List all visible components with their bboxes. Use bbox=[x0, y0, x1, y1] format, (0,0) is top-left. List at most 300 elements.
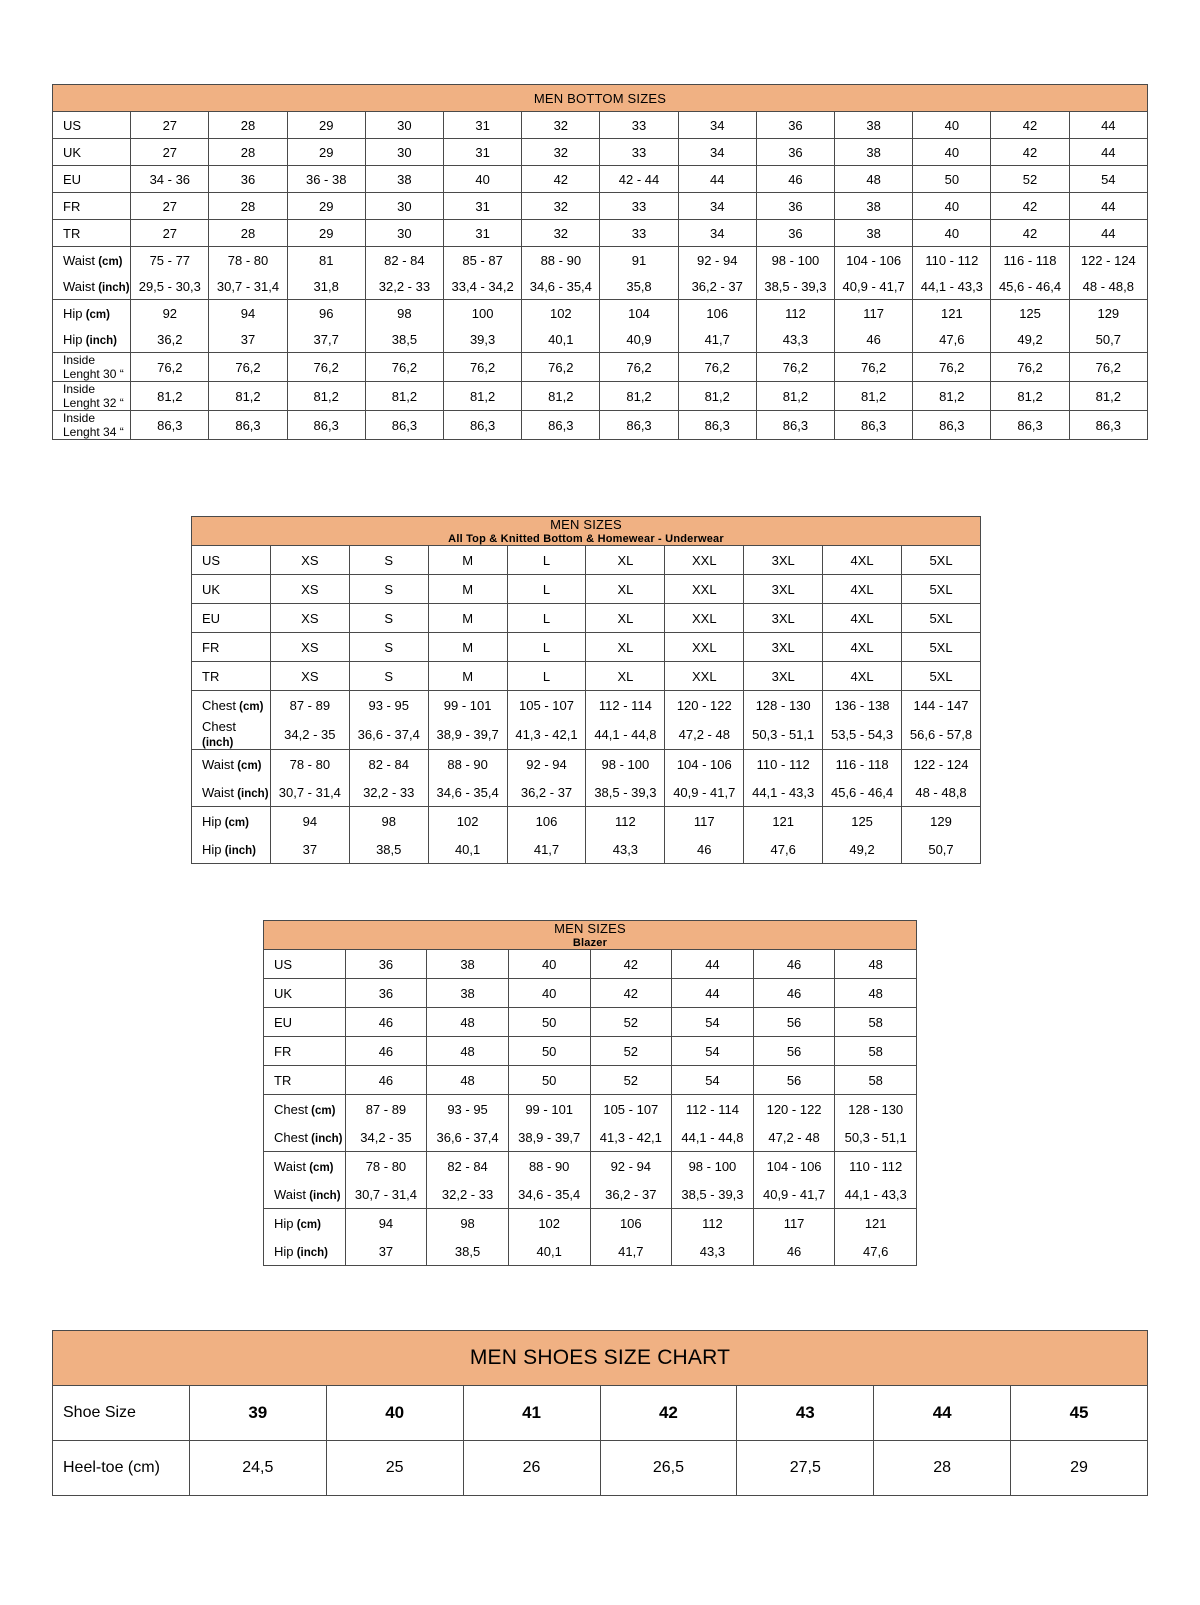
table-cell: 31 bbox=[444, 220, 522, 247]
table-cell: 27 bbox=[131, 112, 209, 139]
table-cell: 32 bbox=[522, 112, 600, 139]
table-cell: 104 bbox=[600, 300, 678, 327]
table-cell: 27 bbox=[131, 139, 209, 166]
table-cell: 98 - 100 bbox=[756, 247, 834, 274]
table-cell: 36 bbox=[756, 193, 834, 220]
table-cell: 129 bbox=[902, 807, 981, 836]
row-label bbox=[192, 719, 271, 750]
table-cell: 86,3 bbox=[600, 411, 678, 440]
table-cell: XXL bbox=[665, 575, 744, 604]
table-cell: 41,7 bbox=[590, 1237, 672, 1266]
table-cell: 58 bbox=[835, 1066, 917, 1095]
row-label bbox=[53, 1441, 190, 1496]
table-cell: 48 bbox=[427, 1066, 509, 1095]
table-cell: 120 - 122 bbox=[665, 691, 744, 720]
table-cell: 47,6 bbox=[913, 326, 991, 353]
row-label-text: Hip bbox=[274, 1243, 294, 1259]
table-cell: 87 - 89 bbox=[345, 1095, 427, 1124]
row-label-unit: (cm) bbox=[221, 816, 249, 829]
table-cell: 81,2 bbox=[835, 382, 913, 411]
table-cell: 76,2 bbox=[756, 353, 834, 382]
table-cell: 102 bbox=[428, 807, 507, 836]
table-row bbox=[53, 166, 1148, 193]
row-label-unit: (inch) bbox=[82, 334, 118, 347]
table-cell: 28 bbox=[874, 1441, 1011, 1496]
table-cell: 48 - 48,8 bbox=[902, 778, 981, 807]
table-cell: 36,6 - 37,4 bbox=[427, 1123, 509, 1152]
table-cell: 34 bbox=[678, 220, 756, 247]
table-cell: 34 bbox=[678, 193, 756, 220]
table-cell: 32 bbox=[522, 220, 600, 247]
table-cell: 122 - 124 bbox=[1069, 247, 1147, 274]
table-cell: 44 bbox=[1069, 220, 1147, 247]
table-cell: L bbox=[507, 633, 586, 662]
row-label bbox=[53, 300, 131, 327]
table-cell: 86,3 bbox=[444, 411, 522, 440]
table-cell: 76,2 bbox=[131, 353, 209, 382]
row-label bbox=[53, 411, 131, 440]
row-label bbox=[264, 1152, 346, 1181]
table-cell: L bbox=[507, 662, 586, 691]
table-cell: 36,2 - 37 bbox=[590, 1180, 672, 1209]
table-cell: 42 bbox=[590, 950, 672, 979]
row-label bbox=[53, 139, 131, 166]
table-cell: 38,9 - 39,7 bbox=[428, 719, 507, 750]
table-row bbox=[53, 300, 1148, 327]
table-row bbox=[192, 835, 981, 864]
table-cell: 45,6 - 46,4 bbox=[991, 273, 1069, 300]
table-cell: 125 bbox=[991, 300, 1069, 327]
table-cell: 30 bbox=[365, 139, 443, 166]
table-cell: 4XL bbox=[823, 633, 902, 662]
table-cell: 98 - 100 bbox=[672, 1152, 754, 1181]
table-cell: 48 bbox=[427, 1037, 509, 1066]
table-cell: 38 bbox=[835, 193, 913, 220]
row-label-unit: (cm) bbox=[234, 759, 262, 772]
table-cell: 56 bbox=[753, 1037, 835, 1066]
table-cell: 34,6 - 35,4 bbox=[428, 778, 507, 807]
table-cell: 76,2 bbox=[365, 353, 443, 382]
table-cell: 42 bbox=[991, 112, 1069, 139]
table-cell: 81,2 bbox=[991, 382, 1069, 411]
row-label-unit: (cm) bbox=[95, 255, 123, 268]
table-cell: 29 bbox=[287, 220, 365, 247]
table-cell: 48 - 48,8 bbox=[1069, 273, 1147, 300]
table-cell: 30 bbox=[365, 220, 443, 247]
table-cell: 42 bbox=[600, 1386, 737, 1441]
table-cell: 99 - 101 bbox=[428, 691, 507, 720]
table-cell: XXL bbox=[665, 604, 744, 633]
row-label bbox=[264, 1209, 346, 1238]
table-cell: 45 bbox=[1011, 1386, 1148, 1441]
row-label-text: Inside Lenght 34 “ bbox=[63, 411, 124, 439]
table-cell: 81,2 bbox=[131, 382, 209, 411]
table-cell: 117 bbox=[835, 300, 913, 327]
table-row bbox=[53, 1441, 1148, 1496]
table-cell: 86,3 bbox=[756, 411, 834, 440]
table-cell: 33,4 - 34,2 bbox=[444, 273, 522, 300]
table-cell: 50 bbox=[508, 1008, 590, 1037]
table-row bbox=[53, 193, 1148, 220]
table-cell: 76,2 bbox=[522, 353, 600, 382]
table-cell: XL bbox=[586, 546, 665, 575]
table-cell: 34,2 - 35 bbox=[345, 1123, 427, 1152]
table-cell: L bbox=[507, 575, 586, 604]
row-label-unit: (inch) bbox=[95, 281, 130, 294]
table-cell: 50 bbox=[508, 1066, 590, 1095]
table-cell: XS bbox=[270, 604, 349, 633]
table-cell: 42 bbox=[991, 139, 1069, 166]
row-label-text: Waist bbox=[63, 252, 96, 268]
table-cell: 81 bbox=[287, 247, 365, 274]
table-cell: 36 bbox=[756, 139, 834, 166]
men-blazer-sizes-table bbox=[263, 920, 917, 1266]
table-cell: 76,2 bbox=[991, 353, 1069, 382]
table-cell: 39,3 bbox=[444, 326, 522, 353]
table-cell: 32,2 - 33 bbox=[427, 1180, 509, 1209]
table-cell: 92 - 94 bbox=[590, 1152, 672, 1181]
row-label-text: EU bbox=[274, 1014, 293, 1030]
table-cell: M bbox=[428, 546, 507, 575]
table-cell: 105 - 107 bbox=[590, 1095, 672, 1124]
table-title-row bbox=[53, 1331, 1148, 1386]
table-row bbox=[53, 1386, 1148, 1441]
row-label-text: TR bbox=[202, 668, 220, 684]
table-cell: 40 bbox=[508, 950, 590, 979]
table-cell: 5XL bbox=[902, 662, 981, 691]
table-cell: 34,2 - 35 bbox=[270, 719, 349, 750]
table-cell: 110 - 112 bbox=[835, 1152, 917, 1181]
row-label bbox=[53, 193, 131, 220]
table-cell: 45,6 - 46,4 bbox=[823, 778, 902, 807]
table-cell: 112 bbox=[672, 1209, 754, 1238]
men-blazer-sizes-title-main: MEN SIZES bbox=[554, 921, 626, 936]
row-label-unit: (cm) bbox=[306, 1161, 334, 1174]
table-row bbox=[264, 1152, 917, 1181]
table-cell: 98 bbox=[427, 1209, 509, 1238]
row-label bbox=[264, 1066, 346, 1095]
table-cell: 34 bbox=[678, 112, 756, 139]
table-cell: 78 - 80 bbox=[345, 1152, 427, 1181]
table-cell: 40 bbox=[913, 193, 991, 220]
table-cell: 116 - 118 bbox=[991, 247, 1069, 274]
table-cell: 81,2 bbox=[209, 382, 287, 411]
table-cell: 40,1 bbox=[508, 1237, 590, 1266]
table-cell: 39 bbox=[189, 1386, 326, 1441]
table-cell: 29 bbox=[287, 193, 365, 220]
table-cell: 52 bbox=[991, 166, 1069, 193]
table-cell: 31,8 bbox=[287, 273, 365, 300]
table-cell: 58 bbox=[835, 1008, 917, 1037]
men-shoes-size-table bbox=[52, 1330, 1148, 1496]
table-cell: 27 bbox=[131, 193, 209, 220]
table-cell: 81,2 bbox=[600, 382, 678, 411]
table-cell: 78 - 80 bbox=[209, 247, 287, 274]
table-cell: 42 bbox=[991, 193, 1069, 220]
men-blazer-sizes-title bbox=[264, 921, 917, 950]
table-cell: 44,1 - 43,3 bbox=[744, 778, 823, 807]
table-cell: 4XL bbox=[823, 604, 902, 633]
table-cell: 86,3 bbox=[913, 411, 991, 440]
table-cell: 42 bbox=[991, 220, 1069, 247]
table-cell: 33 bbox=[600, 193, 678, 220]
table-cell: 81,2 bbox=[287, 382, 365, 411]
men-blazer-sizes-body bbox=[264, 921, 917, 1266]
table-cell: 47,2 - 48 bbox=[665, 719, 744, 750]
table-cell: 129 bbox=[1069, 300, 1147, 327]
table-cell: 31 bbox=[444, 193, 522, 220]
row-label-text: US bbox=[202, 552, 221, 568]
table-cell: 56 bbox=[753, 1066, 835, 1095]
table-row bbox=[264, 950, 917, 979]
table-cell: 30 bbox=[365, 112, 443, 139]
row-label-text: Heel-toe (cm) bbox=[63, 1459, 160, 1476]
table-cell: M bbox=[428, 633, 507, 662]
table-cell: 86,3 bbox=[1069, 411, 1147, 440]
table-row bbox=[264, 1095, 917, 1124]
table-cell: 40 bbox=[913, 139, 991, 166]
row-label-text: Shoe Size bbox=[63, 1404, 136, 1421]
row-label-unit: (inch) bbox=[221, 844, 257, 857]
table-cell: 3XL bbox=[744, 604, 823, 633]
row-label-text: FR bbox=[202, 639, 220, 655]
row-label bbox=[192, 807, 271, 836]
table-cell: 93 - 95 bbox=[427, 1095, 509, 1124]
table-cell: XS bbox=[270, 633, 349, 662]
table-cell: 104 - 106 bbox=[835, 247, 913, 274]
table-cell: 38 bbox=[835, 220, 913, 247]
table-row bbox=[192, 604, 981, 633]
table-cell: 38 bbox=[365, 166, 443, 193]
table-cell: 110 - 112 bbox=[913, 247, 991, 274]
table-cell: 128 - 130 bbox=[744, 691, 823, 720]
table-cell: 49,2 bbox=[991, 326, 1069, 353]
table-cell: 56,6 - 57,8 bbox=[902, 719, 981, 750]
table-cell: 36 bbox=[345, 950, 427, 979]
table-cell: 86,3 bbox=[522, 411, 600, 440]
table-cell: 54 bbox=[672, 1066, 754, 1095]
table-cell: 50,3 - 51,1 bbox=[744, 719, 823, 750]
table-cell: 43,3 bbox=[672, 1237, 754, 1266]
table-cell: 38 bbox=[427, 950, 509, 979]
table-cell: 125 bbox=[823, 807, 902, 836]
row-label-text: Hip bbox=[202, 841, 222, 857]
row-label-text: Hip bbox=[274, 1215, 294, 1231]
table-title-row bbox=[53, 85, 1148, 112]
table-cell: S bbox=[349, 662, 428, 691]
table-cell: 34,6 - 35,4 bbox=[508, 1180, 590, 1209]
table-cell: 86,3 bbox=[365, 411, 443, 440]
table-cell: 92 - 94 bbox=[678, 247, 756, 274]
row-label bbox=[264, 1037, 346, 1066]
table-cell: 40,9 - 41,7 bbox=[665, 778, 744, 807]
table-cell: 102 bbox=[508, 1209, 590, 1238]
table-cell: 50,7 bbox=[902, 835, 981, 864]
table-cell: 41,7 bbox=[678, 326, 756, 353]
table-row bbox=[192, 546, 981, 575]
table-cell: 32 bbox=[522, 193, 600, 220]
table-cell: 144 - 147 bbox=[902, 691, 981, 720]
table-cell: 36,6 - 37,4 bbox=[349, 719, 428, 750]
table-cell: 33 bbox=[600, 139, 678, 166]
table-cell: 92 - 94 bbox=[507, 750, 586, 779]
table-cell: 29,5 - 30,3 bbox=[131, 273, 209, 300]
table-cell: 32,2 - 33 bbox=[349, 778, 428, 807]
table-cell: 104 - 106 bbox=[665, 750, 744, 779]
table-cell: 37 bbox=[345, 1237, 427, 1266]
men-top-sizes-title-main: MEN SIZES bbox=[550, 517, 622, 532]
table-cell: 37 bbox=[270, 835, 349, 864]
table-cell: 38,5 - 39,3 bbox=[756, 273, 834, 300]
table-cell: 38,5 bbox=[427, 1237, 509, 1266]
table-cell: 76,2 bbox=[209, 353, 287, 382]
table-cell: 106 bbox=[507, 807, 586, 836]
table-cell: 46 bbox=[753, 979, 835, 1008]
men-top-sizes-subtitle: All Top & Knitted Bottom & Homewear - Underwear bbox=[448, 533, 724, 545]
table-cell: 47,2 - 48 bbox=[753, 1123, 835, 1152]
table-cell: 27 bbox=[131, 220, 209, 247]
men-shoes-size-title: MEN SHOES SIZE CHART bbox=[53, 1331, 1148, 1386]
table-cell: 40 bbox=[913, 220, 991, 247]
table-cell: 40,1 bbox=[522, 326, 600, 353]
row-label-text: EU bbox=[63, 171, 82, 187]
row-label bbox=[53, 1386, 190, 1441]
table-cell: 31 bbox=[444, 139, 522, 166]
table-cell: 33 bbox=[600, 220, 678, 247]
men-top-sizes-title bbox=[192, 517, 981, 546]
table-cell: 44,1 - 44,8 bbox=[672, 1123, 754, 1152]
table-cell: 76,2 bbox=[835, 353, 913, 382]
table-cell: 76,2 bbox=[287, 353, 365, 382]
table-cell: 41,3 - 42,1 bbox=[590, 1123, 672, 1152]
table-cell: 46 bbox=[345, 1066, 427, 1095]
men-bottom-sizes-table bbox=[52, 84, 1148, 440]
table-cell: 56 bbox=[753, 1008, 835, 1037]
table-cell: 43 bbox=[737, 1386, 874, 1441]
table-row bbox=[53, 411, 1148, 440]
table-cell: 76,2 bbox=[1069, 353, 1147, 382]
table-cell: 35,8 bbox=[600, 273, 678, 300]
men-bottom-sizes-body bbox=[53, 85, 1148, 440]
table-cell: 81,2 bbox=[678, 382, 756, 411]
table-cell: 3XL bbox=[744, 575, 823, 604]
table-row bbox=[264, 979, 917, 1008]
table-cell: M bbox=[428, 662, 507, 691]
row-label bbox=[192, 662, 271, 691]
table-cell: 46 bbox=[756, 166, 834, 193]
row-label bbox=[264, 1095, 346, 1124]
row-label bbox=[192, 835, 271, 864]
table-cell: 110 - 112 bbox=[744, 750, 823, 779]
row-label-text: FR bbox=[63, 198, 81, 214]
table-cell: 117 bbox=[753, 1209, 835, 1238]
row-label bbox=[264, 979, 346, 1008]
table-cell: 42 bbox=[590, 979, 672, 1008]
row-label bbox=[264, 1123, 346, 1152]
table-cell: 86,3 bbox=[287, 411, 365, 440]
table-cell: 40 bbox=[444, 166, 522, 193]
row-label-text: Chest bbox=[202, 719, 236, 734]
table-cell: 34 - 36 bbox=[131, 166, 209, 193]
table-cell: 36 bbox=[756, 220, 834, 247]
table-cell: 52 bbox=[590, 1037, 672, 1066]
table-cell: 32 bbox=[522, 139, 600, 166]
table-cell: 26 bbox=[463, 1441, 600, 1496]
table-cell: 43,3 bbox=[756, 326, 834, 353]
table-cell: 76,2 bbox=[600, 353, 678, 382]
table-row bbox=[264, 1180, 917, 1209]
table-cell: 78 - 80 bbox=[270, 750, 349, 779]
table-cell: 38,5 bbox=[349, 835, 428, 864]
table-cell: 82 - 84 bbox=[427, 1152, 509, 1181]
table-cell: 86,3 bbox=[991, 411, 1069, 440]
table-cell: 43,3 bbox=[586, 835, 665, 864]
row-label-text: Waist bbox=[63, 278, 96, 294]
table-cell: 52 bbox=[590, 1066, 672, 1095]
row-label bbox=[192, 604, 271, 633]
table-cell: 32,2 - 33 bbox=[365, 273, 443, 300]
table-cell: 75 - 77 bbox=[131, 247, 209, 274]
table-cell: 40,9 - 41,7 bbox=[835, 273, 913, 300]
table-cell: M bbox=[428, 604, 507, 633]
table-cell: XL bbox=[586, 662, 665, 691]
row-label-text: Chest bbox=[274, 1101, 308, 1117]
table-cell: 27,5 bbox=[737, 1441, 874, 1496]
table-cell: XXL bbox=[665, 662, 744, 691]
row-label-text: TR bbox=[63, 225, 81, 241]
row-label-unit: (inch) bbox=[307, 1132, 343, 1145]
table-cell: 98 bbox=[365, 300, 443, 327]
table-cell: 5XL bbox=[902, 633, 981, 662]
table-cell: 38,5 - 39,3 bbox=[672, 1180, 754, 1209]
table-cell: 44 bbox=[672, 950, 754, 979]
table-cell: 36 bbox=[756, 112, 834, 139]
table-row bbox=[192, 807, 981, 836]
table-cell: 36,2 - 37 bbox=[507, 778, 586, 807]
table-cell: XL bbox=[586, 575, 665, 604]
table-cell: 98 bbox=[349, 807, 428, 836]
table-cell: 40 bbox=[326, 1386, 463, 1441]
table-cell: 92 bbox=[131, 300, 209, 327]
table-cell: 98 - 100 bbox=[586, 750, 665, 779]
table-cell: 136 - 138 bbox=[823, 691, 902, 720]
table-cell: 93 - 95 bbox=[349, 691, 428, 720]
table-cell: 86,3 bbox=[678, 411, 756, 440]
table-cell: 41,3 - 42,1 bbox=[507, 719, 586, 750]
row-label bbox=[53, 382, 131, 411]
men-shoes-size-body bbox=[53, 1331, 1148, 1496]
row-label bbox=[192, 575, 271, 604]
table-cell: 29 bbox=[287, 112, 365, 139]
table-cell: 116 - 118 bbox=[823, 750, 902, 779]
table-cell: 128 - 130 bbox=[835, 1095, 917, 1124]
table-cell: 33 bbox=[600, 112, 678, 139]
table-row bbox=[53, 220, 1148, 247]
table-cell: 104 - 106 bbox=[753, 1152, 835, 1181]
men-top-sizes-body bbox=[192, 517, 981, 864]
row-label-text: Waist bbox=[202, 756, 235, 772]
table-title-row bbox=[192, 517, 981, 546]
row-label-text: US bbox=[63, 117, 82, 133]
table-cell: 4XL bbox=[823, 575, 902, 604]
table-cell: 28 bbox=[209, 112, 287, 139]
table-cell: 91 bbox=[600, 247, 678, 274]
table-cell: 44,1 - 43,3 bbox=[835, 1180, 917, 1209]
row-label-text: FR bbox=[274, 1043, 292, 1059]
table-row bbox=[192, 719, 981, 750]
table-cell: 81,2 bbox=[522, 382, 600, 411]
table-cell: 112 - 114 bbox=[672, 1095, 754, 1124]
